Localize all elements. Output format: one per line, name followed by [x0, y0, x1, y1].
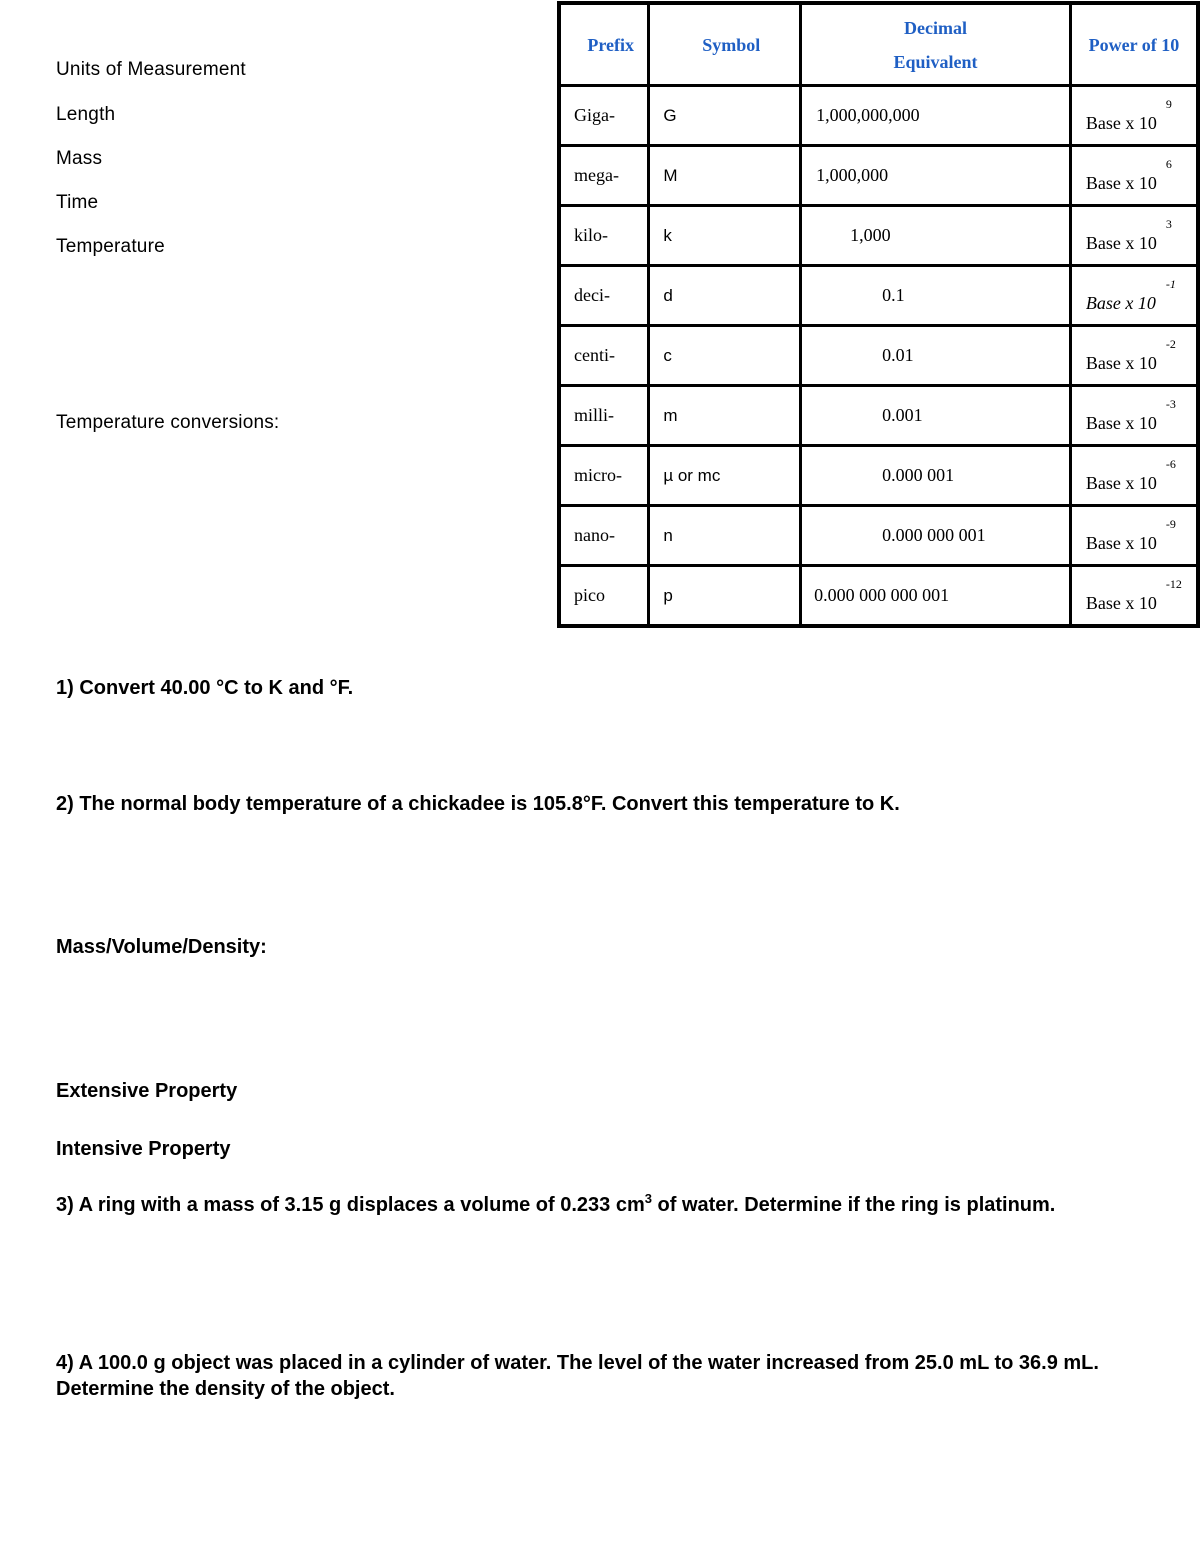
header-power: Power of 10 [1070, 3, 1198, 86]
units-heading: Units of Measurement [56, 59, 246, 80]
cell-decimal: 0.1 [801, 266, 1071, 326]
cell-power [1070, 566, 1198, 627]
header-decimal-line1: Decimal [903, 17, 967, 38]
cell-symbol: n [649, 506, 801, 566]
cell-prefix: deci- [559, 266, 649, 326]
cell-symbol: k [649, 206, 801, 266]
question-2: 2) The normal body temperature of a chickadee is 105.8°F. Convert this temperature to K. [56, 793, 900, 815]
power-exponent: -3 [1165, 397, 1176, 411]
cell-symbol: c [649, 326, 801, 386]
cell-decimal: 0.001 [801, 386, 1071, 446]
cell-power [1070, 446, 1198, 506]
cell-symbol: µ or mc [649, 446, 801, 506]
power-exponent: -12 [1165, 577, 1182, 591]
cell-symbol: M [649, 146, 801, 206]
cell-power [1070, 326, 1198, 386]
cell-decimal: 1,000,000,000 [801, 86, 1071, 146]
mass-label: Mass [56, 148, 103, 169]
table-row [559, 326, 1198, 386]
cell-decimal: 0.000 000 001 [801, 506, 1071, 566]
cell-prefix: Giga- [559, 86, 649, 146]
power-exponent: -9 [1165, 517, 1176, 531]
cell-symbol: p [649, 566, 801, 627]
length-label: Length [56, 104, 116, 125]
cell-symbol: d [649, 266, 801, 326]
cell-prefix: nano- [559, 506, 649, 566]
power-base: Base x 10 [1085, 233, 1157, 253]
question-4-line2: Determine the density of the object. [56, 1378, 395, 1400]
cell-power [1070, 86, 1198, 146]
cell-prefix: centi- [559, 326, 649, 386]
table-row [559, 566, 1198, 627]
power-exponent: 6 [1165, 157, 1172, 171]
table-row [559, 266, 1198, 326]
table-row [559, 446, 1198, 506]
cell-decimal: 0.000 000 000 001 [801, 566, 1071, 627]
metric-prefix-table [557, 1, 1200, 628]
header-decimal-line2: Equivalent [893, 51, 978, 72]
power-exponent: 3 [1165, 217, 1172, 231]
table-row [559, 206, 1198, 266]
table-row [559, 86, 1198, 146]
question-3-text: 3) A ring with a mass of 3.15 g displaces a volume of 0.233 cm [56, 1194, 645, 1216]
cell-prefix: pico [559, 566, 649, 627]
question-3 [56, 1191, 1056, 1217]
question-4-line1: 4) A 100.0 g object was placed in a cylinder of water. The level of the water increased from 25.0 mL to 36.9 mL. [56, 1352, 1099, 1374]
mass-volume-density-heading: Mass/Volume/Density: [56, 936, 267, 958]
question-1: 1) Convert 40.00 °C to K and °F. [56, 677, 354, 699]
question-3-superscript: 3 [644, 1191, 652, 1206]
power-base: Base x 10 [1085, 533, 1157, 553]
cell-prefix: mega- [559, 146, 649, 206]
power-base: Base x 10 [1085, 593, 1157, 613]
extensive-property-label: Extensive Property [56, 1080, 238, 1102]
table-row [559, 146, 1198, 206]
header-prefix: Prefix [559, 3, 649, 86]
time-label: Time [56, 192, 99, 213]
cell-prefix: micro- [559, 446, 649, 506]
temp-conversions-label: Temperature conversions: [56, 412, 280, 433]
power-base: Base x 10 [1085, 413, 1157, 433]
table-header-row [559, 3, 1198, 86]
cell-power [1070, 266, 1198, 326]
header-decimal [801, 3, 1071, 86]
cell-power [1070, 386, 1198, 446]
power-exponent: 9 [1165, 97, 1172, 111]
cell-power [1070, 206, 1198, 266]
power-base: Base x 10 [1085, 113, 1157, 133]
cell-decimal: 1,000 [801, 206, 1071, 266]
cell-decimal: 0.000 001 [801, 446, 1071, 506]
cell-prefix: kilo- [559, 206, 649, 266]
cell-prefix: milli- [559, 386, 649, 446]
intensive-property-label: Intensive Property [56, 1138, 231, 1160]
cell-decimal: 0.01 [801, 326, 1071, 386]
header-symbol: Symbol [649, 3, 801, 86]
cell-symbol: G [649, 86, 801, 146]
cell-decimal: 1,000,000 [801, 146, 1071, 206]
cell-power [1070, 146, 1198, 206]
table-row [559, 506, 1198, 566]
question-3-text-end: of water. Determine if the ring is platinum. [651, 1194, 1056, 1216]
power-base: Base x 10 [1085, 353, 1157, 373]
temperature-label: Temperature [56, 236, 165, 257]
power-exponent: -1 [1165, 277, 1176, 291]
power-exponent: -6 [1165, 457, 1176, 471]
power-base: Base x 10 [1085, 473, 1157, 493]
power-exponent: -2 [1165, 337, 1176, 351]
cell-power [1070, 506, 1198, 566]
cell-symbol: m [649, 386, 801, 446]
power-base: Base x 10 [1085, 173, 1157, 193]
table-row [559, 386, 1198, 446]
power-base: Base x 10 [1085, 293, 1156, 313]
